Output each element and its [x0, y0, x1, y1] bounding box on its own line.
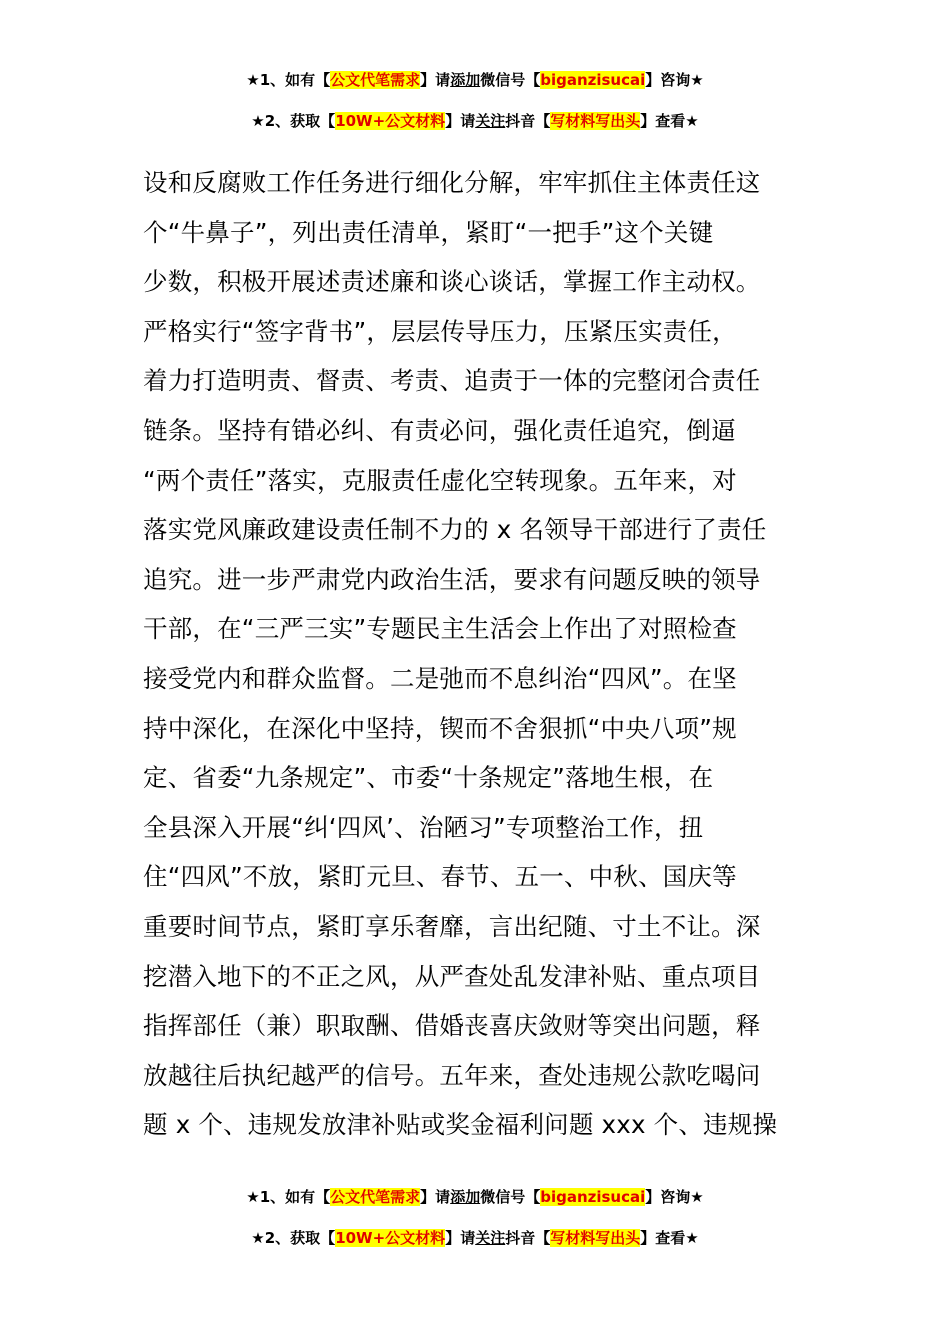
notice-text: 抖音【: [505, 1229, 551, 1247]
footer-notice-line-1: [0, 1187, 950, 1207]
notice-text: 】请: [445, 112, 476, 130]
body-line: 干部，在“三严三实”专题民主生活会上作出了对照检查: [143, 614, 737, 644]
notice-text: ★1、如有【: [246, 1188, 331, 1206]
header-notice-line-2: [0, 111, 950, 131]
highlight-materials: 10W+公文材料: [335, 1229, 446, 1247]
body-line: 少数，积极开展述责述廉和谈心谈话，掌握工作主动权。: [143, 267, 761, 297]
body-line: 落实党风廉政建设责任制不力的 x 名领导干部进行了责任: [143, 515, 767, 545]
notice-text: 】咨询★: [645, 71, 704, 89]
underlined-word: 关注: [475, 112, 506, 130]
notice-text: 抖音【: [505, 112, 551, 130]
notice-text: 】查看★: [640, 1229, 699, 1247]
underlined-word: 关注: [475, 1229, 506, 1247]
footer-notice-line-2: [0, 1228, 950, 1248]
highlight-wechat-id: biganzisucai: [540, 71, 646, 89]
notice-text: 】查看★: [640, 112, 699, 130]
body-line: 放越往后执纪越严的信号。五年来，查处违规公款吃喝问: [143, 1060, 761, 1090]
body-line: 着力打造明责、督责、考责、追责于一体的完整闭合责任: [143, 366, 761, 396]
body-line: “两个责任”落实，克服责任虚化空转现象。五年来，对: [143, 465, 737, 495]
notice-text: 】咨询★: [645, 1188, 704, 1206]
highlight-douyin-account: 写材料写出头: [550, 1229, 641, 1247]
notice-text: ★1、如有【: [246, 71, 331, 89]
highlight-service: 公文代笔需求: [330, 71, 421, 89]
body-line: 追究。进一步严肃党内政治生活，要求有问题反映的领导: [143, 564, 761, 594]
notice-text: 微信号【: [480, 1188, 541, 1206]
body-line: 题 x 个、违规发放津补贴或奖金福利问题 xxx 个、违规操: [143, 1110, 778, 1140]
highlight-douyin-account: 写材料写出头: [550, 112, 641, 130]
body-line: 挖潜入地下的不正之风，从严查处乱发津补贴、重点项目: [143, 961, 761, 991]
notice-text: 微信号【: [480, 71, 541, 89]
body-line: 指挥部任（兼）职取酬、借婚丧喜庆敛财等突出问题，释: [143, 1011, 761, 1041]
body-line: 住“四风”不放，紧盯元旦、春节、五一、中秋、国庆等: [143, 862, 737, 892]
underlined-word: 添加: [450, 71, 481, 89]
body-line: 接受党内和群众监督。二是弛而不息纠治“四风”。在坚: [143, 663, 737, 693]
body-line: 全县深入开展“纠‘四风’、治陋习”专项整治工作，扭: [143, 812, 704, 842]
body-line: 设和反腐败工作任务进行细化分解，牢牢抓住主体责任这: [143, 168, 761, 197]
notice-text: 】请: [420, 71, 451, 89]
document-body: [143, 158, 809, 1150]
body-line: 链条。坚持有错必纠、有责必问，强化责任追究，倒逼: [143, 415, 736, 445]
highlight-materials: 10W+公文材料: [335, 112, 446, 130]
body-line: 个“牛鼻子”，列出责任清单，紧盯“一把手”这个关键: [143, 217, 714, 247]
header-notice-line-1: [0, 70, 950, 90]
body-line: 定、省委“九条规定”、市委“十条规定”落地生根，在: [143, 763, 714, 793]
body-line: 重要时间节点，紧盯享乐奢靡，言出纪随、寸土不让。深: [143, 911, 761, 941]
body-line: 严格实行“签字背书”，层层传导压力，压紧压实责任，: [143, 316, 737, 346]
body-line: 持中深化，在深化中坚持，锲而不舍狠抓“中央八项”规: [143, 713, 737, 743]
highlight-wechat-id: biganzisucai: [540, 1188, 646, 1206]
notice-text: 】请: [420, 1188, 451, 1206]
notice-text: ★2、获取【: [251, 112, 336, 130]
underlined-word: 添加: [450, 1188, 481, 1206]
notice-text: 】请: [445, 1229, 476, 1247]
highlight-service: 公文代笔需求: [330, 1188, 421, 1206]
notice-text: ★2、获取【: [251, 1229, 336, 1247]
